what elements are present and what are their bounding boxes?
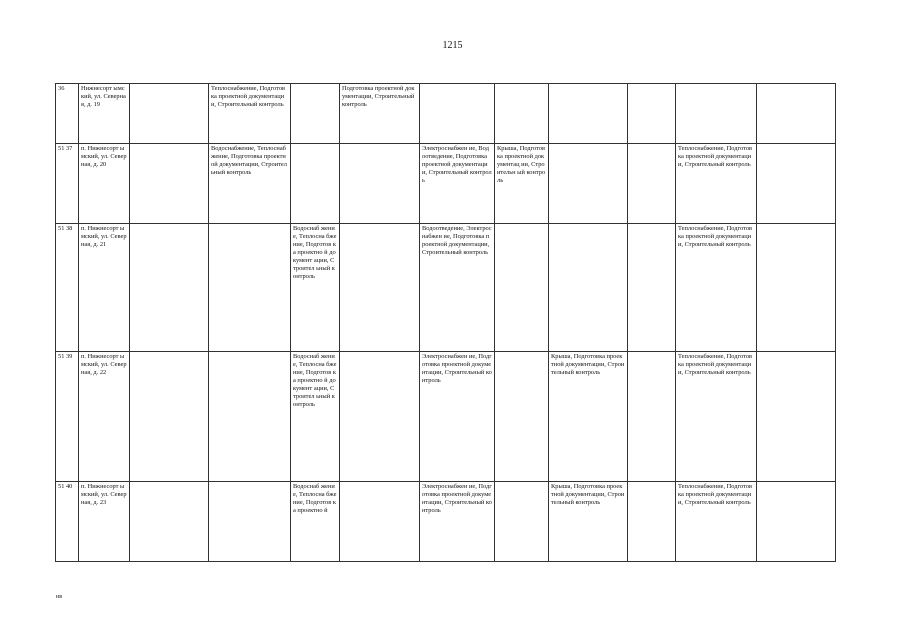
- table-cell: [340, 144, 420, 224]
- table-cell: Водоснаб жение, Теплосна бжение, Подготов ка проектно й: [291, 482, 340, 562]
- table-cell: [628, 84, 676, 144]
- address-cell: п. Нижнесорт ымский, ул. Северная, д. 23: [79, 482, 130, 562]
- table-row: [56, 144, 836, 224]
- address-cell: п. Нижнесорт ымский, ул. Северная, д. 20: [79, 144, 130, 224]
- table-cell: [291, 84, 340, 144]
- table-cell: Водоотведение, Электроснабжен ие, Подготовка проектной документации, Строительный контроль: [420, 224, 495, 352]
- work-plan-table: [55, 83, 836, 562]
- table-cell: [420, 84, 495, 144]
- table-cell: Водоснабжение, Теплоснабжение, Подготовка проектной документации, Строительный контроль: [209, 144, 291, 224]
- table-cell: [340, 352, 420, 482]
- row-number: 51 39: [56, 352, 79, 482]
- table-cell: [549, 84, 628, 144]
- row-number: 36: [56, 84, 79, 144]
- table-cell: [495, 84, 549, 144]
- table-cell: Электроснабжен ие, Водоотведение, Подготовка проектной документации, Строительный контроль: [420, 144, 495, 224]
- table-cell: [549, 224, 628, 352]
- page-number: 1215: [442, 40, 463, 51]
- table-cell: [495, 352, 549, 482]
- row-number: 51 38: [56, 224, 79, 352]
- table-cell: Электроснабжен ие, Подготовка проектной документации, Строительный контроль: [420, 352, 495, 482]
- table-cell: Подготовка проектной документации, Строительный контроль: [340, 84, 420, 144]
- table-cell: Крыша, Подготовка проектной документац ии, Строительн ый контроль: [495, 144, 549, 224]
- table-cell: Водоснаб жение, Теплосна бжение, Подготов ка проектно й документ ации, Строител ьный контроль: [291, 224, 340, 352]
- table-row: [56, 482, 836, 562]
- table-cell: [130, 84, 209, 144]
- table-cell: Теплоснабжение, Подготовка проектной документации, Строительный контроль: [209, 84, 291, 144]
- table-cell: Теплоснабжение, Подготовка проектной документации, Строительный контроль: [676, 224, 757, 352]
- table-cell: [291, 144, 340, 224]
- table-cell: [628, 224, 676, 352]
- table-cell: [757, 352, 836, 482]
- table-cell: Теплоснабжение, Подготовка проектной документации, Строительный контроль: [676, 144, 757, 224]
- footer-mark: нв: [56, 594, 63, 600]
- address-cell: Нижнесорт ымский, ул. Северная, д. 19: [79, 84, 130, 144]
- table-cell: [209, 352, 291, 482]
- table-cell: [340, 482, 420, 562]
- table-cell: [628, 482, 676, 562]
- table-cell: [340, 224, 420, 352]
- table-cell: Водоснаб жение, Теплосна бжение, Подготов ка проектно й документ ации, Строител ьный контроль: [291, 352, 340, 482]
- table-cell: [628, 144, 676, 224]
- table-row: [56, 224, 836, 352]
- table-cell: [757, 482, 836, 562]
- table-cell: [495, 224, 549, 352]
- table-cell: Крыша, Подготовка проектной документации, Строительный контроль: [549, 352, 628, 482]
- address-cell: п. Нижнесорт ымский, ул. Северная, д. 21: [79, 224, 130, 352]
- table-cell: [676, 84, 757, 144]
- table-row: [56, 84, 836, 144]
- table-cell: [757, 224, 836, 352]
- table-cell: [628, 352, 676, 482]
- address-cell: п. Нижнесорт ымский, ул. Северная, д. 22: [79, 352, 130, 482]
- table-cell: [757, 144, 836, 224]
- table-cell: [130, 352, 209, 482]
- table-cell: [130, 144, 209, 224]
- table-cell: [130, 482, 209, 562]
- table-row: [56, 352, 836, 482]
- table-cell: [209, 224, 291, 352]
- table-cell: [495, 482, 549, 562]
- table-cell: [549, 144, 628, 224]
- row-number: 51 37: [56, 144, 79, 224]
- table-cell: Электроснабжен ие, Подготовка проектной документации, Строительный контроль: [420, 482, 495, 562]
- table-cell: Крыша, Подготовка проектной документации, Строительный контроль: [549, 482, 628, 562]
- table-cell: Теплоснабжение, Подготовка проектной документации, Строительный контроль: [676, 352, 757, 482]
- row-number: 51 40: [56, 482, 79, 562]
- table-cell: [757, 84, 836, 144]
- table-cell: [130, 224, 209, 352]
- table-cell: [209, 482, 291, 562]
- table-cell: Теплоснабжение, Подготовка проектной документации, Строительный контроль: [676, 482, 757, 562]
